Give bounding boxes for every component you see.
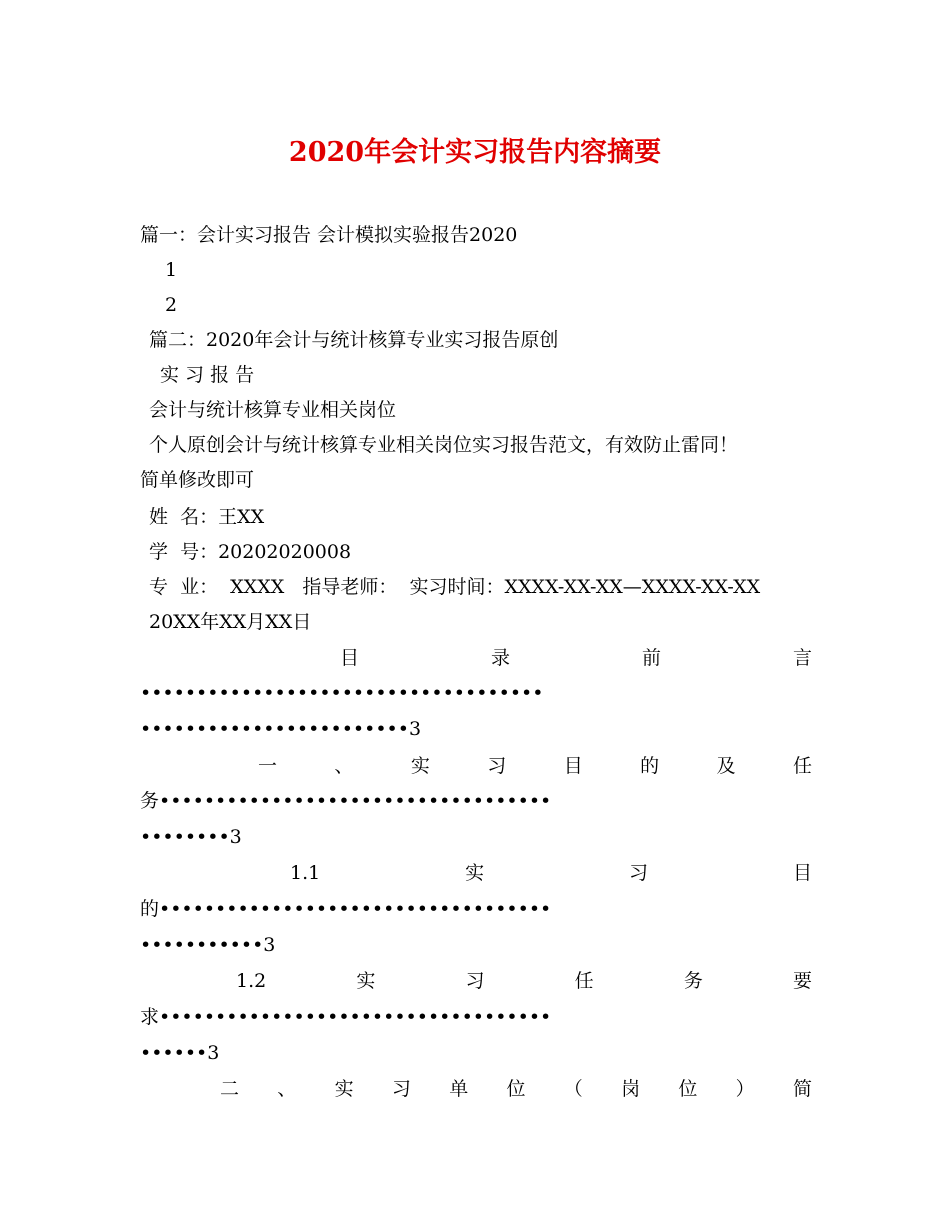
toc-leader-page: ••••••••3 [140,826,242,848]
toc-char: 务 [683,970,703,992]
toc-row-section2 [220,1076,812,1102]
toc-leader-page: •••••••••••3 [140,934,276,956]
toc-char: 1.2 [236,970,267,992]
toc-char: 习 [487,755,507,777]
toc-leader-dots: 务••••••••••••••••••••••••••••••••••• [140,790,552,812]
toc-char: 前 [641,647,661,669]
line-student-id: 学 号：20202020008 [149,541,352,563]
toc-row-section1-2 [236,968,812,994]
toc-char: 1.1 [290,862,321,884]
line-name: 姓 名：王XX [149,506,265,528]
toc-char: 任 [574,970,594,992]
toc-char: 一 [258,755,278,777]
toc-char: 言 [792,647,812,669]
toc-leader-dots: •••••••••••••••••••••••••••••••••••• [140,682,544,704]
toc-char: 任 [792,755,812,777]
toc-char: 位 [678,1078,698,1100]
toc-char: 二 [220,1078,240,1100]
toc-char: 简 [792,1078,812,1100]
toc-leader-dots: 的••••••••••••••••••••••••••••••••••• [140,898,552,920]
toc-char: 习 [629,862,649,884]
toc-char: 要 [792,970,812,992]
toc-row-section1 [258,753,812,779]
line-major: 专 业： XXXX 指导老师： 实习时间：XXXX-XX-XX—XXXX-XX-XX [149,576,761,598]
toc-char: 、 [277,1078,297,1100]
toc-char: 的 [640,755,660,777]
line-position: 会计与统计核算专业相关岗位 [149,399,397,421]
toc-char: 录 [490,647,510,669]
toc-char: （ [563,1078,583,1100]
toc-char: 位 [506,1078,526,1100]
document-title: 2020年会计实习报告内容摘要 [288,137,662,168]
toc-row-section1-1 [290,860,812,886]
toc-char: 岗 [621,1078,641,1100]
toc-char: 及 [716,755,736,777]
toc-char: 、 [334,755,354,777]
toc-char: 目 [340,647,360,669]
toc-leader-dots: 求••••••••••••••••••••••••••••••••••• [140,1006,552,1028]
toc-row-preface [340,645,812,671]
line-number-2: 2 [165,294,178,316]
toc-leader-page: ••••••••••••••••••••••••3 [140,718,422,740]
toc-char: 习 [465,970,485,992]
line-date: 20XX年XX月XX日 [149,611,312,633]
line-part2-heading: 篇二：2020年会计与统计核算专业实习报告原创 [149,329,559,351]
toc-char: 实 [356,970,376,992]
line-number-1: 1 [165,259,178,281]
toc-char: 习 [391,1078,411,1100]
toc-char: 实 [334,1078,354,1100]
toc-char: 目 [792,862,812,884]
line-note: 简单修改即可 [140,469,255,491]
line-part1-heading: 篇一：会计实习报告 会计模拟实验报告2020 [140,224,518,246]
toc-char: 目 [563,755,583,777]
line-description: 个人原创会计与统计核算专业相关岗位实习报告范文，有效防止雷同！ [149,434,739,456]
toc-char: 实 [465,862,485,884]
toc-char: 单 [449,1078,469,1100]
toc-char: ） [735,1078,755,1100]
line-report-label: 实 习 报 告 [160,364,255,386]
toc-char: 实 [410,755,430,777]
toc-leader-page: ••••••3 [140,1042,220,1064]
